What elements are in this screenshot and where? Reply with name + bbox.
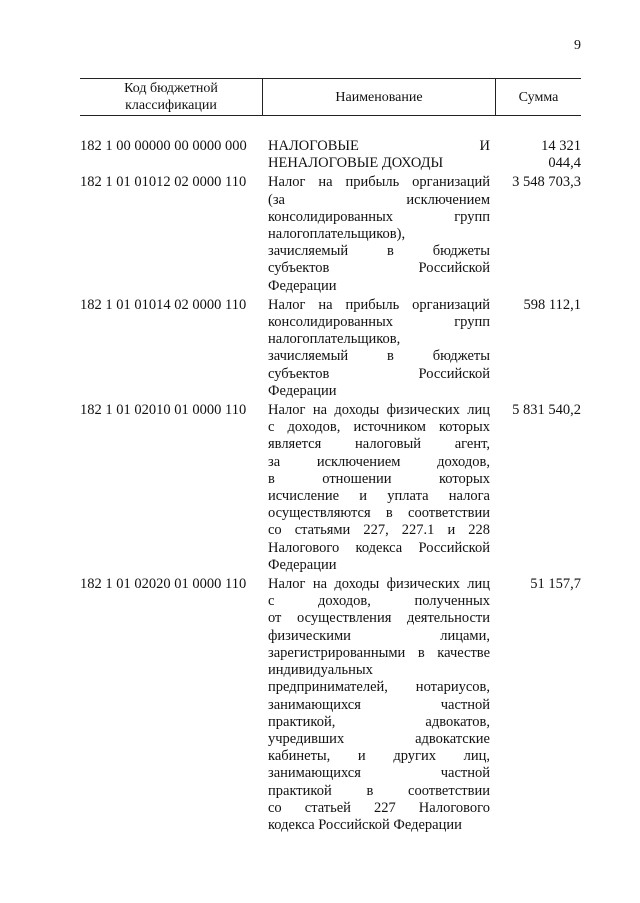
header-name-column: Наименование (263, 79, 496, 115)
table-body (80, 138, 581, 836)
item-name-line: занимающихся частной (268, 765, 490, 782)
item-sum (490, 402, 581, 419)
item-sum (490, 297, 581, 314)
page-number: 9 (574, 38, 581, 53)
item-sum (490, 174, 581, 191)
item-name-line: зарегистрированными в качестве (268, 644, 490, 661)
item-name (268, 138, 490, 172)
item-name-line: НЕНАЛОГОВЫЕ ДОХОДЫ (268, 155, 444, 172)
item-name-line: занимающихся частной (268, 696, 490, 713)
header-code-line2: классификации (125, 98, 217, 113)
item-name-line: налогоплательщиков, (268, 331, 401, 348)
item-name-line: со статьями 227, 227.1 и 228 (268, 522, 490, 539)
item-name-line: с доходов, полученных (268, 593, 490, 610)
item-name-line: индивидуальных (268, 662, 373, 679)
item-name-line: практикой в соответствии (268, 782, 490, 799)
item-sum-line: 598 112,1 (523, 296, 581, 313)
item-name-line: НАЛОГОВЫЕ И (268, 138, 490, 154)
item-sum-line: 044,4 (548, 155, 581, 172)
item-name-line: кабинеты, и других лиц, (268, 748, 490, 765)
table-row (80, 297, 581, 400)
budget-code: 182 1 01 02010 01 0000 110 (80, 402, 247, 419)
item-name-line: физическими лицами, (268, 627, 490, 644)
item-name-line: субъектов Российской (268, 365, 490, 382)
header-sum-column: Сумма (518, 89, 559, 105)
item-name-line: учредивших адвокатские (268, 730, 490, 747)
item-name (268, 576, 490, 834)
item-name-line: (за исключением (268, 191, 490, 208)
item-name-line: зачисляемый в бюджеты (268, 348, 490, 365)
item-sum-line: 3 548 703,3 (512, 174, 581, 191)
item-name-line: Налог на прибыль организаций (268, 296, 490, 313)
table-row (80, 402, 581, 574)
budget-code: 182 1 01 02020 01 0000 110 (80, 576, 247, 593)
item-name-line: Федерации (268, 277, 337, 294)
item-sum-line: 51 157,7 (530, 576, 581, 593)
table-header (80, 78, 581, 116)
item-name-line: Налог на доходы физических лиц (268, 402, 490, 419)
budget-code: 182 1 00 00000 00 0000 000 (80, 138, 247, 154)
item-name-line: практикой, адвокатов, (268, 713, 490, 730)
item-name-line: консолидированных групп (268, 314, 490, 331)
item-name-line: предпринимателей, нотариусов, (268, 679, 490, 696)
table-row (80, 576, 581, 834)
item-name (268, 174, 490, 294)
item-name (268, 402, 490, 574)
header-code-line1: Код бюджетной (124, 81, 218, 96)
item-name-line: Федерации (268, 556, 337, 573)
item-name-line: Налог на доходы физических лиц (268, 576, 490, 593)
item-name-line: Федерации (268, 382, 337, 399)
item-name-line: Налогового кодекса Российской (268, 539, 490, 556)
item-sum (490, 576, 581, 593)
item-name-line: налогоплательщиков), (268, 226, 406, 243)
item-name-line: кодекса Российской Федерации (268, 816, 462, 833)
item-name-line: в отношении которых (268, 470, 490, 487)
item-sum (490, 138, 581, 172)
item-name-line: с доходов, источником которых (268, 419, 490, 436)
item-name-line: Налог на прибыль организаций (268, 174, 490, 191)
item-name-line: от осуществления деятельности (268, 610, 490, 627)
item-name-line: исчисление и уплата налога (268, 488, 490, 505)
item-name-line: консолидированных групп (268, 208, 490, 225)
item-name (268, 297, 490, 400)
item-name-line: за исключением доходов, (268, 453, 490, 470)
budget-code: 182 1 01 01012 02 0000 110 (80, 174, 247, 191)
item-name-line: субъектов Российской (268, 260, 490, 277)
item-name-line: осуществляются в соответствии (268, 505, 490, 522)
item-name-line: является налоговый агент, (268, 436, 490, 453)
item-name-line: зачисляемый в бюджеты (268, 243, 490, 260)
item-sum-line: 14 321 (541, 138, 581, 154)
header-code-column (80, 79, 263, 115)
item-name-line: со статьей 227 Налогового (268, 799, 490, 816)
budget-code: 182 1 01 01014 02 0000 110 (80, 296, 247, 313)
table-row (80, 174, 581, 294)
item-sum-line: 5 831 540,2 (512, 402, 581, 419)
table-row (80, 138, 581, 172)
